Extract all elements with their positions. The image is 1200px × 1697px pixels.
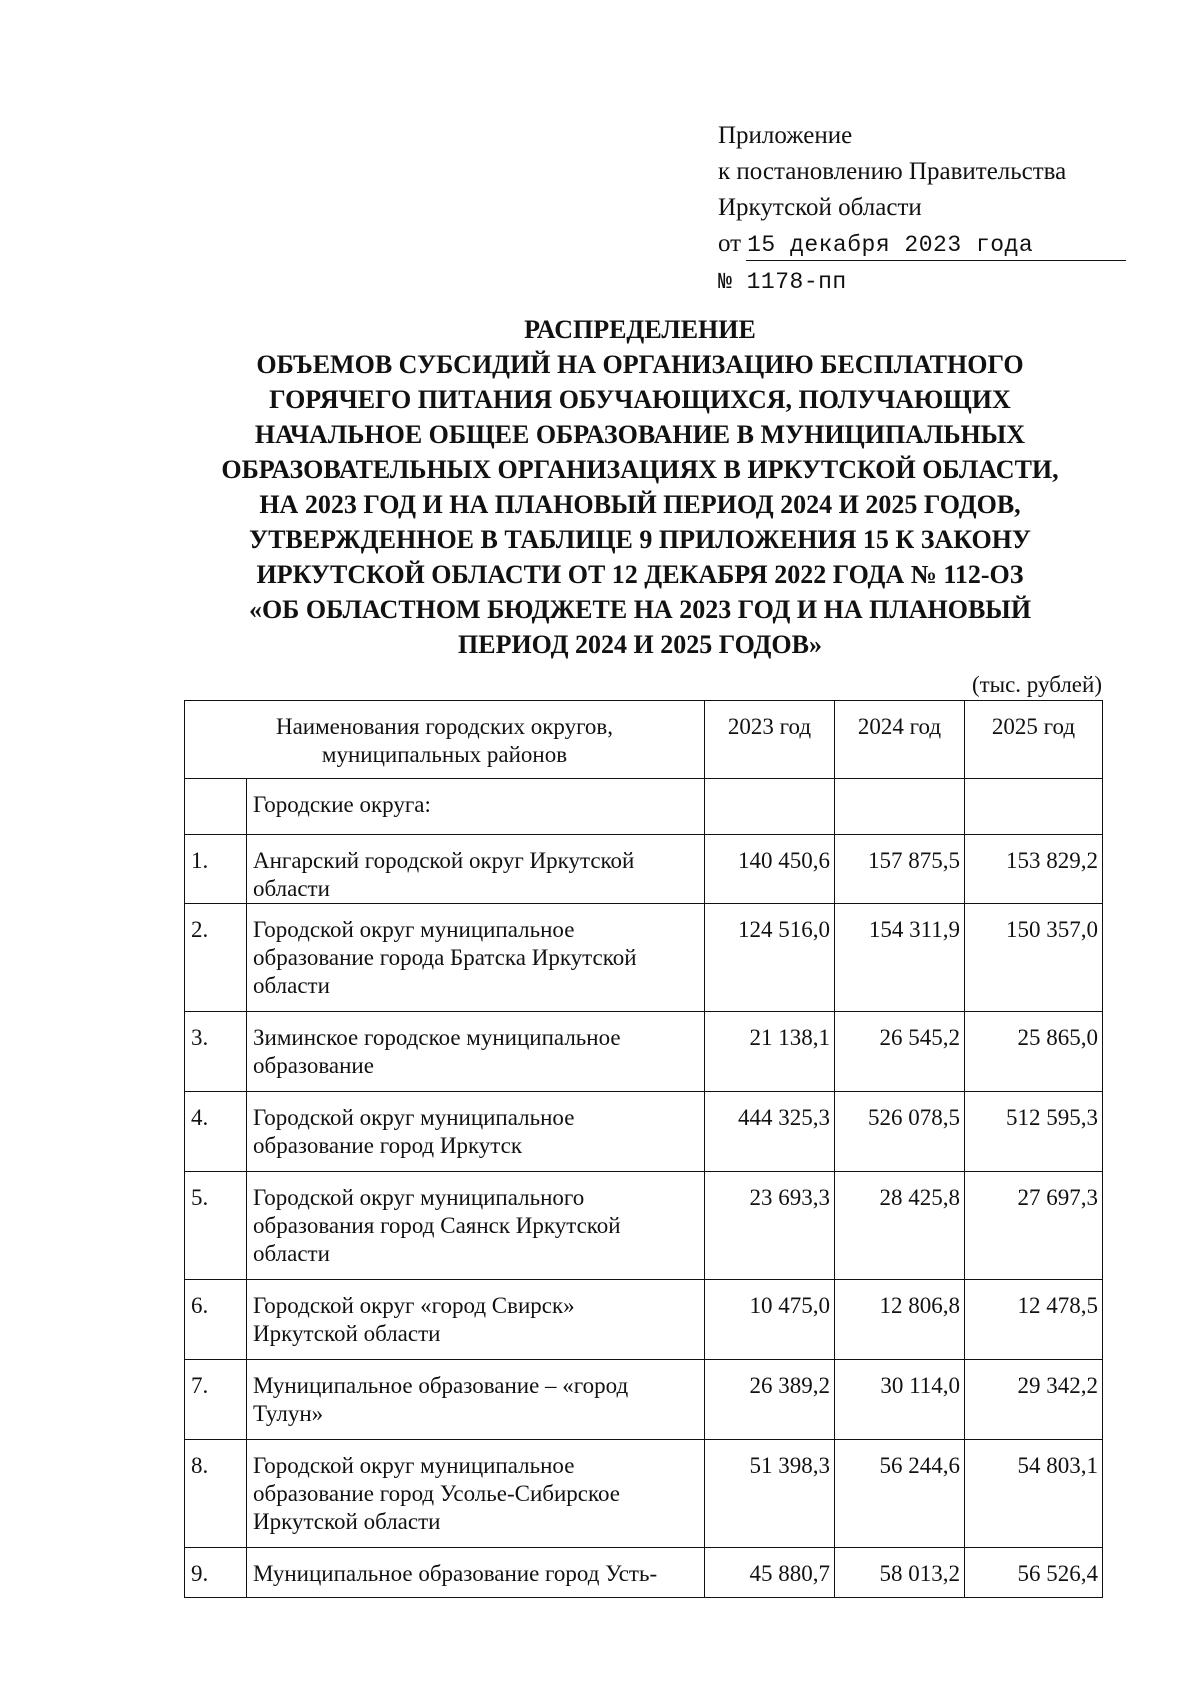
date-value: 15 декабря 2023 года	[747, 232, 1034, 258]
appendix-line: к постановлению Правительства	[718, 158, 1067, 185]
row-name-line: области	[253, 1241, 330, 1266]
row-name-line: Иркутской области	[253, 1321, 441, 1346]
row-number: 9.	[185, 1548, 247, 1598]
row-name-line: образование города Братска Иркутской	[253, 945, 637, 970]
row-name-line: образование город Иркутск	[253, 1133, 523, 1158]
title-line: ГОРЯЧЕГО ПИТАНИЯ ОБУЧАЮЩИХСЯ, ПОЛУЧАЮЩИХ	[269, 385, 1011, 414]
row-name-line: образование город Усолье-Сибирское	[253, 1481, 620, 1506]
title-line: «ОБ ОБЛАСТНОМ БЮДЖЕТЕ НА 2023 ГОД И НА ПЛАНОВЫЙ	[248, 595, 1032, 624]
row-name-line: Городской округ муниципальное	[253, 917, 575, 942]
row-number: 7.	[185, 1360, 247, 1440]
value-2025: 29 342,2	[965, 1360, 1103, 1440]
row-name-line: Зиминское городское муниципальное	[253, 1025, 621, 1050]
title-line: НА 2023 ГОД И НА ПЛАНОВЫЙ ПЕРИОД 2024 И 2025 ГОДОВ,	[259, 490, 1021, 519]
row-name	[247, 1548, 705, 1598]
row-number: 5.	[185, 1172, 247, 1280]
value-2024: 154 311,9	[835, 904, 965, 1012]
value-2024: 12 806,8	[835, 1280, 965, 1360]
table-row	[185, 1280, 1103, 1360]
row-name-line: образования город Саянск Иркутской	[253, 1213, 621, 1238]
row-name	[247, 1092, 705, 1172]
table-row	[185, 1548, 1103, 1598]
appendix-line: Иркутской области	[718, 194, 922, 221]
row-name-line: Городской округ муниципального	[253, 1185, 585, 1210]
subsidy-table	[184, 700, 1103, 1598]
value-2025: 54 803,1	[965, 1440, 1103, 1548]
row-name	[247, 1012, 705, 1092]
value-2024: 157 875,5	[835, 835, 965, 904]
title-line: УТВЕРЖДЕННОЕ В ТАБЛИЦЕ 9 ПРИЛОЖЕНИЯ 15 К ЗАКОНУ	[248, 525, 1032, 554]
value-2023: 21 138,1	[705, 1012, 835, 1092]
value-2024: 58 013,2	[835, 1548, 965, 1598]
row-name-line: Ангарский городской округ Иркутской	[253, 848, 635, 873]
units-label: (тыс. рублей)	[971, 672, 1102, 697]
table-header-row	[185, 701, 1103, 779]
value-2024: 526 078,5	[835, 1092, 965, 1172]
table-row	[185, 1440, 1103, 1548]
row-name	[247, 904, 705, 1012]
row-name-line: области	[253, 876, 330, 901]
value-2025: 56 526,4	[965, 1548, 1103, 1598]
row-name-line: Городской округ «город Свирск»	[253, 1293, 575, 1318]
table-row	[185, 835, 1103, 904]
table-row	[185, 1172, 1103, 1280]
row-number: 4.	[185, 1092, 247, 1172]
value-2023: 124 516,0	[705, 904, 835, 1012]
section-row	[185, 779, 1103, 835]
value-2024: 30 114,0	[835, 1360, 965, 1440]
value-2025: 25 865,0	[965, 1012, 1103, 1092]
title-line: ПЕРИОД 2024 И 2025 ГОДОВ»	[458, 630, 822, 659]
document-number: № 1178-пп	[718, 269, 847, 295]
row-name-line: области	[253, 973, 330, 998]
row-name	[247, 1440, 705, 1548]
title-line: НАЧАЛЬНОЕ ОБЩЕЕ ОБРАЗОВАНИЕ В МУНИЦИПАЛЬНЫХ	[254, 420, 1026, 449]
value-2025: 27 697,3	[965, 1172, 1103, 1280]
appendix-line: Приложение	[718, 122, 853, 149]
header-2024: 2024 год	[835, 701, 965, 779]
value-2023: 140 450,6	[705, 835, 835, 904]
table-row	[185, 1092, 1103, 1172]
value-2023: 23 693,3	[705, 1172, 835, 1280]
row-name-line: Городской округ муниципальное	[253, 1105, 575, 1130]
appendix-block	[718, 118, 1066, 300]
value-2023: 10 475,0	[705, 1280, 835, 1360]
table-row	[185, 1012, 1103, 1092]
title-line: РАСПРЕДЕЛЕНИЕ	[524, 315, 756, 344]
value-2025: 12 478,5	[965, 1280, 1103, 1360]
row-number: 6.	[185, 1280, 247, 1360]
row-number: 2.	[185, 904, 247, 1012]
value-2025: 512 595,3	[965, 1092, 1103, 1172]
row-name-line: Тулун»	[253, 1401, 324, 1426]
date-prefix: от	[718, 230, 742, 257]
header-name-line1: Наименования городских округов,	[275, 714, 614, 739]
row-number: 1.	[185, 835, 247, 904]
appendix-number	[718, 263, 1066, 300]
section-label: Городские округа:	[247, 779, 705, 835]
row-name	[247, 1280, 705, 1360]
value-2025: 150 357,0	[965, 904, 1103, 1012]
value-2023: 51 398,3	[705, 1440, 835, 1548]
header-name-line2: муниципальных районов	[321, 742, 568, 767]
value-2025: 153 829,2	[965, 835, 1103, 904]
table-row	[185, 1360, 1103, 1440]
date-underline	[746, 260, 1126, 261]
row-name-line: образование	[253, 1053, 374, 1078]
value-2024: 56 244,6	[835, 1440, 965, 1548]
value-2023: 26 389,2	[705, 1360, 835, 1440]
row-name-line: Муниципальное образование город Усть-	[253, 1561, 658, 1586]
document-title	[140, 312, 1140, 662]
header-2025: 2025 год	[965, 701, 1103, 779]
section-empty-cell	[705, 779, 835, 835]
value-2024: 28 425,8	[835, 1172, 965, 1280]
row-name-line: Иркутской области	[253, 1509, 441, 1534]
row-name	[247, 1172, 705, 1280]
section-empty-cell	[965, 779, 1103, 835]
appendix-date	[718, 226, 1066, 263]
section-num-cell	[185, 779, 247, 835]
value-2024: 26 545,2	[835, 1012, 965, 1092]
value-2023: 45 880,7	[705, 1548, 835, 1598]
header-2023: 2023 год	[705, 701, 835, 779]
title-line: ОБЪЕМОВ СУБСИДИЙ НА ОРГАНИЗАЦИЮ БЕСПЛАТНОГО	[256, 350, 1024, 379]
row-name-line: Муниципальное образование – «город	[253, 1373, 629, 1398]
row-name	[247, 1360, 705, 1440]
row-name	[247, 835, 705, 904]
row-number: 8.	[185, 1440, 247, 1548]
row-number: 3.	[185, 1012, 247, 1092]
value-2023: 444 325,3	[705, 1092, 835, 1172]
title-line: ОБРАЗОВАТЕЛЬНЫХ ОРГАНИЗАЦИЯХ В ИРКУТСКОЙ ОБЛАСТИ,	[221, 455, 1059, 484]
section-empty-cell	[835, 779, 965, 835]
table-row	[185, 904, 1103, 1012]
row-name-line: Городской округ муниципальное	[253, 1453, 575, 1478]
header-name	[185, 701, 705, 779]
title-line: ИРКУТСКОЙ ОБЛАСТИ ОТ 12 ДЕКАБРЯ 2022 ГОДА № 112-ОЗ	[256, 560, 1024, 589]
